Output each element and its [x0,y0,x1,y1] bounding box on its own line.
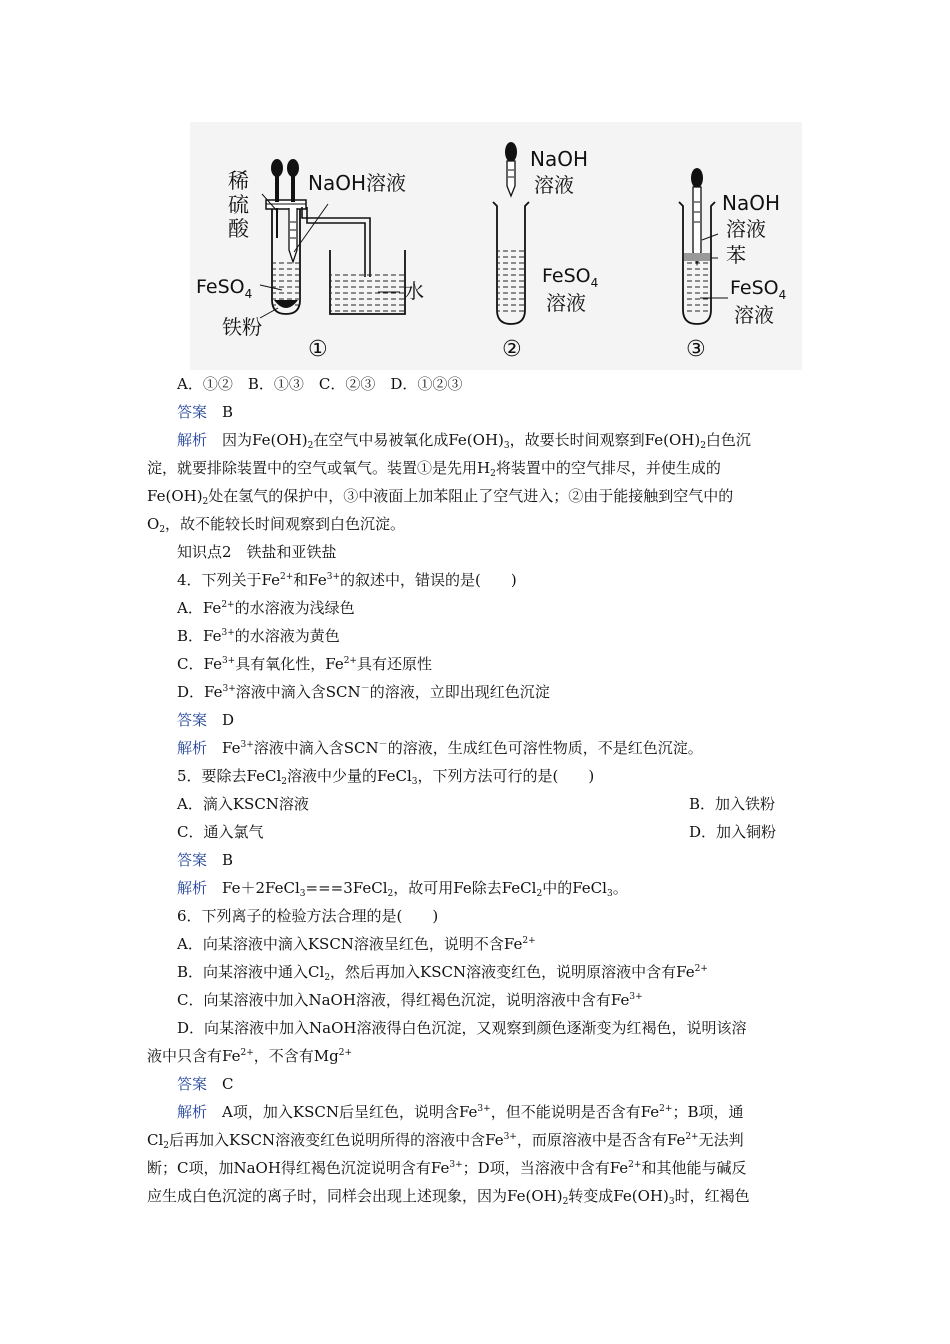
apparatus-number: ② [502,337,522,362]
q3-analysis: 淀，就要排除装置中的空气或氧气。装置①是先用$H_2$将装置中的空气排尽，并使生成的 [147,459,721,479]
q6-analysis: 应生成白色沉淀的离子时，同样会出现上述现象，因为$Fe(OH)_2$转变成$Fe(OH)_3$时，红褐色 [147,1187,750,1207]
q6-option-d: 液中只含有$Fe^{2+}$，不含有$Mg^{2+}$ [147,1047,352,1065]
q4-option-d: D．$Fe^{3+}$溶液中滴入含SCN－的溶液，立即出现红色沉淀 [177,683,550,701]
q5-analysis: 解析 Fe＋2FeCl$_3$===3FeCl$_2$，故可用Fe除去FeCl$_2$中的FeCl$_3$。 [177,879,628,899]
q3-analysis: $O_2$，故不能较长时间观察到白色沉淀。 [147,515,406,535]
benzene-layer [684,253,710,261]
q4-stem: 4．下列关于$Fe^{2+}$和$Fe^{3+}$的叙述中，错误的是( ) [177,571,517,589]
q4-option-c: C．$Fe^{3+}$具有氧化性，$Fe^{2+}$具有还原性 [177,655,432,673]
q5-option-c: C．通入氯气 [177,823,264,841]
q4-analysis: 解析 $Fe^{3+}$溶液中滴入含SCN－的溶液，生成红色可溶性物质，不是红色沉淀。 [177,739,703,757]
naoh-label: 溶液 [726,217,766,241]
apparatus-figure [190,122,802,370]
q3-answer: 答案 B [177,403,234,421]
benzene-label: 苯 [726,243,746,267]
water-label: 水 [404,279,424,303]
q5-options-row1 [177,794,837,814]
q5-answer: 答案 B [177,851,234,869]
acid-label: 酸 [228,217,249,241]
feso4-label: FeSO$_4$ [196,276,253,301]
iron-powder-label: 铁粉 [222,315,262,339]
q4-answer: 答案 D [177,711,235,729]
q6-analysis: 解析 A项，加入KSCN后呈红色，说明含$Fe^{3+}$，但不能说明是否含有$Fe^{2+}$；B项，通 [177,1103,744,1121]
q6-analysis: $Cl_2$后再加入KSCN溶液变红色说明所得的溶液中含$Fe^{3+}$，而原溶液中是否含有$Fe^{2+}$无法判 [147,1131,744,1151]
dropper-bulb [691,168,703,188]
q6-analysis: 断；C项，加NaOH得红褐色沉淀说明含有$Fe^{3+}$；D项，当溶液中含有$Fe^{2+}$和其他能与碱反 [147,1159,747,1177]
section-heading: 知识点2 铁盐和亚铁盐 [177,543,337,561]
q5-option-a: A．滴入KSCN溶液 [177,795,309,813]
feso4-label: FeSO$_4$ [730,277,787,302]
q6-stem: 6．下列离子的检验方法合理的是( ) [177,907,439,925]
q5-option-b: B．加入铁粉 [689,795,776,813]
q3-analysis: $Fe(OH)_2$处在氢气的保护中，③中液面上加苯阻止了空气进入；②由于能接触到空气中的 [147,487,734,507]
feso4-label: 溶液 [546,291,586,315]
feso4-label: 溶液 [734,303,774,327]
q6-option-a: A．向某溶液中滴入KSCN溶液呈红色，说明不含$Fe^{2+}$ [177,935,536,953]
naoh-label: NaOH [530,147,588,171]
q6-answer: 答案 C [177,1075,234,1093]
apparatus-number: ③ [686,337,706,362]
dropper-bulb [271,159,283,177]
q4-option-b: B．$Fe^{3+}$的水溶液为黄色 [177,627,340,645]
q5-options-row2 [177,822,837,842]
feso4-label: FeSO$_4$ [542,265,599,290]
q5-stem: 5．要除去FeCl$_2$溶液中少量的FeCl$_3$，下列方法可行的是( ) [177,767,595,787]
naoh-label: 溶液 [534,173,574,197]
naoh-solution-label: NaOH溶液 [308,171,406,195]
q6-option-b: B．向某溶液中通入$Cl_2$，然后再加入KSCN溶液变红色，说明原溶液中含有$Fe^{2+}$ [177,963,708,983]
q6-option-d: D．向某溶液中加入NaOH溶液得白色沉淀，又观察到颜色逐渐变为红褐色，说明该溶 [177,1019,747,1037]
dropper-bulb [287,159,299,177]
acid-label: 硫 [228,193,249,217]
q3-options: A．①② B．①③ C．②③ D．①②③ [177,375,463,393]
q6-option-c: C．向某溶液中加入NaOH溶液，得红褐色沉淀，说明溶液中含有$Fe^{3+}$ [177,991,643,1009]
dropper-bulb [505,142,517,162]
apparatus-number: ① [308,337,328,362]
q5-option-d: D．加入铜粉 [689,823,777,841]
naoh-label: NaOH [722,191,780,215]
q3-analysis: 解析 因为$Fe(OH)_2$在空气中易被氧化成$Fe(OH)_3$，故要长时间观察到$Fe(OH)_2$白色沉 [177,431,751,451]
acid-label: 稀 [228,169,249,193]
q4-option-a: A．$Fe^{2+}$的水溶液为浅绿色 [177,599,355,617]
